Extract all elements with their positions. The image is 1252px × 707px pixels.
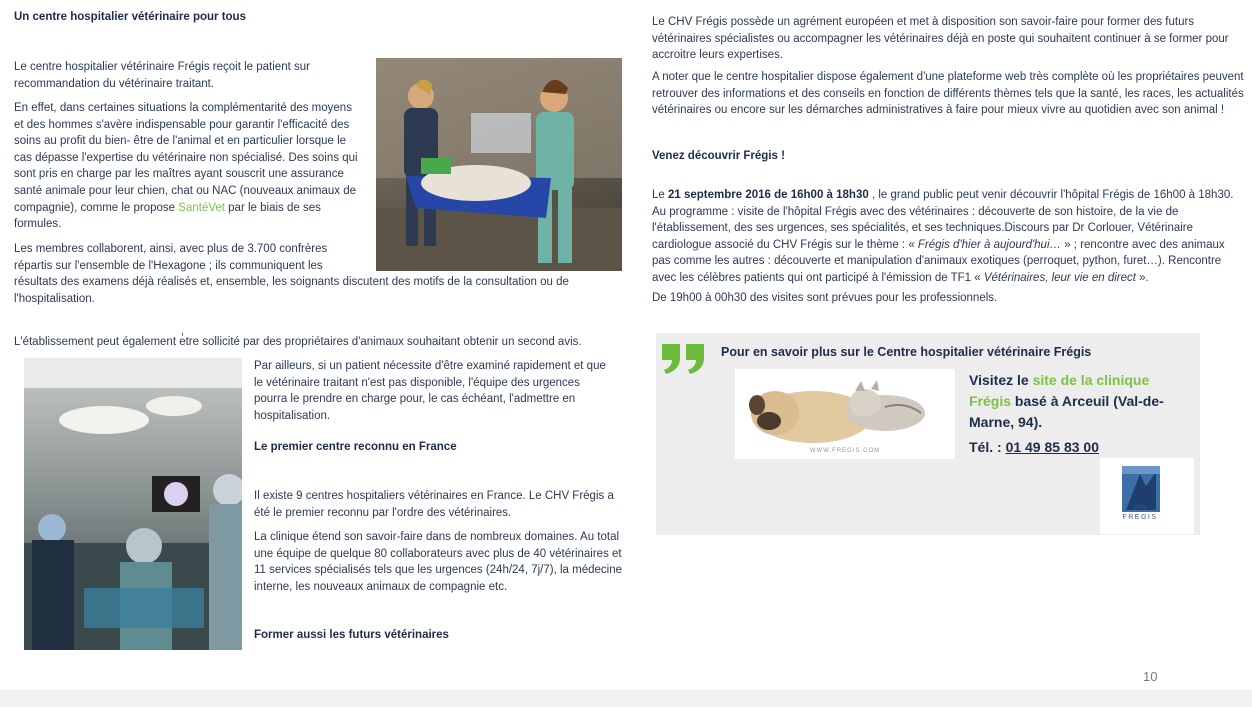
phone-link[interactable]: 01 49 85 83 00 [1005,439,1099,455]
surgery-photo [24,358,242,650]
paragraph-members-b: résultats des examens déjà réalisés et, ensemble, les soignants discutent des motifs de la consultation ou de l'hospitalisation. [14,276,569,305]
visit-text: Visitez le site de la clinique Frégis basé à Arceuil (Val-de-Marne, 94). [969,372,1164,430]
paragraph-european-approval: Le CHV Frégis possède un agrément européen et met à disposition son savoir-faire pour former des futurs vétérinaires spécialistes ou accompagner les vétérinaires déjà en poste qui souhaitent continuer à se former pour accroitre leurs expertises. [652,16,1229,62]
dog-cat-illustration [735,369,955,459]
section-title: Un centre hospitalier vétérinaire pour tous [14,11,246,23]
paragraph-emergency: Par ailleurs, si un patient nécessite d'être examiné rapidement et que le vétérinaire traitant n'est pas disponible, l'équipe des urgences pourra le prendre en charge pour, le cas échéant, l'admettre en hospitalisation. [254,360,606,422]
clinic-site-link[interactable]: site de la clinique [1032,372,1150,388]
heading-first-center: Le premier centre reconnu en France [254,441,457,453]
surgery-illustration [24,358,242,650]
phone-line: Tél. : 01 49 85 83 00 [969,439,1099,455]
logo-name: FREGIS [1122,514,1158,521]
vets-carrying-dog-photo [376,58,622,271]
paragraph-expertise: La clinique étend son savoir-faire dans de nombreux domaines. Au total une équipe de quelque 80 collaborateurs avec plus de 40 vétérinaires et 11 services spécialisés tels que les urgences (24h/24, 7j/7), la médecine interne, les nouveaux animaux de compagnie etc. [254,531,622,593]
paragraph-complementarity: En effet, dans certaines situations la complémentarité des moyens et des hommes s'avère indispensable pour garantir l'efficacité des soins au profit du bien- être de l'animal et en particulier lorsque le cas dépasse l'expertise du vétérinaire non spécialisé. Des soins qui sont pris en charge par les maîtres ayant souscrit une assurance santé animale pour leur chien, chat ou NAC (nouveaux animaux de compagnie), comme le propose SantéVet par le biais de ses formules. [14,102,358,231]
clinic-site-link-name[interactable]: Frégis [969,393,1012,409]
dog-cat-photo [735,369,955,459]
image-caption: WWW.FREGIS.COM [809,448,881,454]
paragraph-professionals: De 19h00 à 00h30 des visites sont prévues pour les professionnels. [652,292,998,304]
paragraph-nine-centers: Il existe 9 centres hospitaliers vétérinaires en France. Le CHV Frégis a été le premier reconnu par l'ordre des vétérinaires. [254,490,614,519]
santevet-link[interactable]: SantéVet [178,201,225,214]
info-box-title: Pour en savoir plus sur le Centre hospitalier vétérinaire Frégis [721,345,1092,359]
quote-icon [660,342,708,376]
paragraph-members-a: Les membres collaborent, ainsi, avec plus de 3.700 confrères répartis sur l'ensemble de l'Hexagone ; ils communiquent les [14,243,328,272]
open-day-date: 21 septembre 2016 de 16h00 à 18h30 [668,189,869,201]
paragraph-intro: Le centre hospitalier vétérinaire Frégis reçoit le patient sur recommandation du vétérinaire traitant. [14,61,310,90]
paragraph-second-opinion: L'établissement peut également e̓tre sollicité par des propriétaires d'animaux souhaitant obtenir un second avis. [14,336,582,348]
logo-chv: CHV [1133,505,1147,511]
heading-train-future: Former aussi les futurs vétérinaires [254,629,449,641]
chv-fregis-logo [1100,458,1194,534]
paragraph-open-day: Le 21 septembre 2016 de 16h00 à 18h30 , le grand public peut venir découvrir l'hôpital Frégis de 16h00 à 18h30. Au programme : visite de l'hôpital Frégis avec des vétérinaires : découverte de son histoire, de la vie de l'établissement, des ses urgences, ses spécialités, et ses techniques.Discours par Dr Corlouer, Vétérinaire cardiologue associé du CHV Frégis sur le thème : « Frégis d'hier à aujourd'hui… » ; rencontre avec des animaux pas comme les autres : découverte et manipulation d'animaux exotiques (perroquet, python, furet…). Rencontre avec les célèbres patients qui ont participé à l'émission de TF1 « Vétérinaires, leur vie en direct ». [652,189,1234,284]
paragraph-web-platform: A noter que le centre hospitalier dispose également d'une plateforme web très complète où les propriétaires peuvent retrouver des informations et des conseils en fonction de différents thèmes tels que la santé, les races, les actualités vétérinaires ou encore sur les démarches administratives à faire pour mieux vivre au quotidien avec son animal ! [652,71,1244,117]
page-footer-bar [0,690,1252,707]
vets-carrying-dog-illustration [376,58,622,271]
page-number: 10 [1143,669,1158,684]
heading-discover: Venez découvrir Frégis ! [652,150,785,162]
